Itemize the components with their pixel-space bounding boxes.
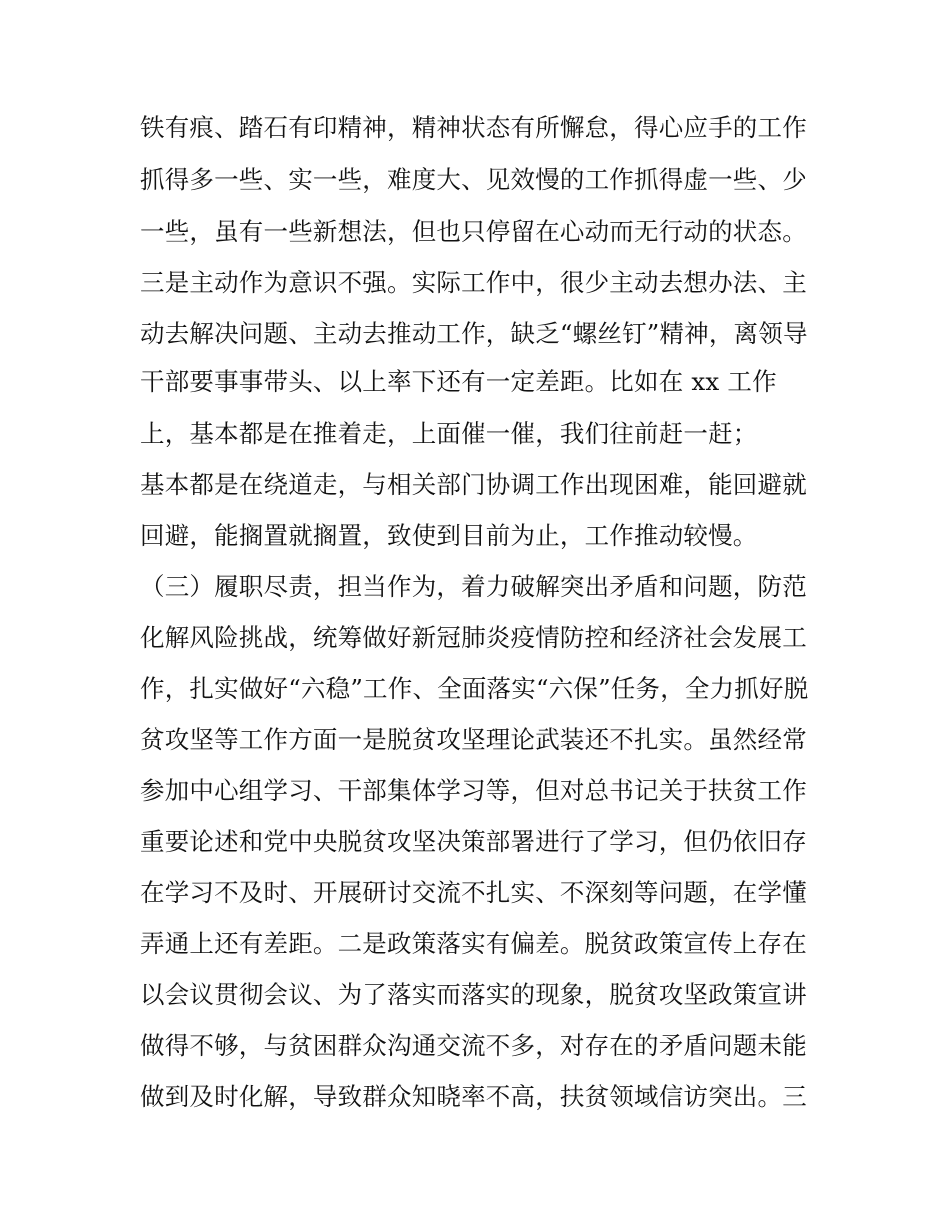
text-line: 作，扎实做好“六稳”工作、全面落实“六保”任务，全力抓好脱	[140, 674, 809, 703]
text-line: 动去解决问题、主动去推动工作，缺乏“螺丝钉”精神，离领导	[140, 319, 808, 348]
text-line: 弄通上还有差距。二是政策落实有偏差。脱贫政策宣传上存在	[140, 929, 807, 958]
text-line: 贫攻坚等工作方面一是脱贫攻坚理论武装还不扎实。虽然经常	[140, 725, 807, 754]
text-line: 做得不够，与贫困群众沟通交流不多，对存在的矛盾问题未能	[140, 1031, 807, 1060]
text-line: 一些，虽有一些新想法，但也只停留在心动而无行动的状态。	[140, 217, 807, 246]
text-line: （三）履职尽责，担当作为，着力破解突出矛盾和问题，防范	[140, 572, 807, 601]
text-line: 铁有痕、踏石有印精神，精神状态有所懈怠，得心应手的工作	[140, 113, 807, 142]
text-line: 在学习不及时、开展研讨交流不扎实、不深刻等问题，在学懂	[140, 878, 807, 907]
text-line: 回避，能搁置就搁置，致使到目前为止，工作推动较慢。	[140, 521, 758, 550]
text-line: 上，基本都是在推着走，上面催一催，我们往前赶一赶；	[140, 419, 758, 448]
text-line: 以会议贯彻会议、为了落实而落实的现象，脱贫攻坚政策宣讲	[140, 980, 807, 1009]
text-line: 干部要事事带头、以上率下还有一定差距。比如在 xx 工作	[140, 367, 777, 396]
text-line: 基本都是在绕道走，与相关部门协调工作出现困难，能回避就	[140, 470, 807, 499]
text-line: 参加中心组学习、干部集体学习等，但对总书记关于扶贫工作	[140, 776, 807, 805]
text-line: 三是主动作为意识不强。实际工作中，很少主动去想办法、主	[140, 268, 807, 297]
text-line: 化解风险挑战，统筹做好新冠肺炎疫情防控和经济社会发展工	[140, 623, 807, 652]
text-line: 做到及时化解，导致群众知晓率不高，扶贫领域信访突出。三	[140, 1082, 807, 1111]
text-line: 重要论述和党中央脱贫攻坚决策部署进行了学习，但仍依旧存	[140, 827, 807, 856]
text-line: 抓得多一些、实一些，难度大、见效慢的工作抓得虚一些、少	[140, 165, 807, 194]
